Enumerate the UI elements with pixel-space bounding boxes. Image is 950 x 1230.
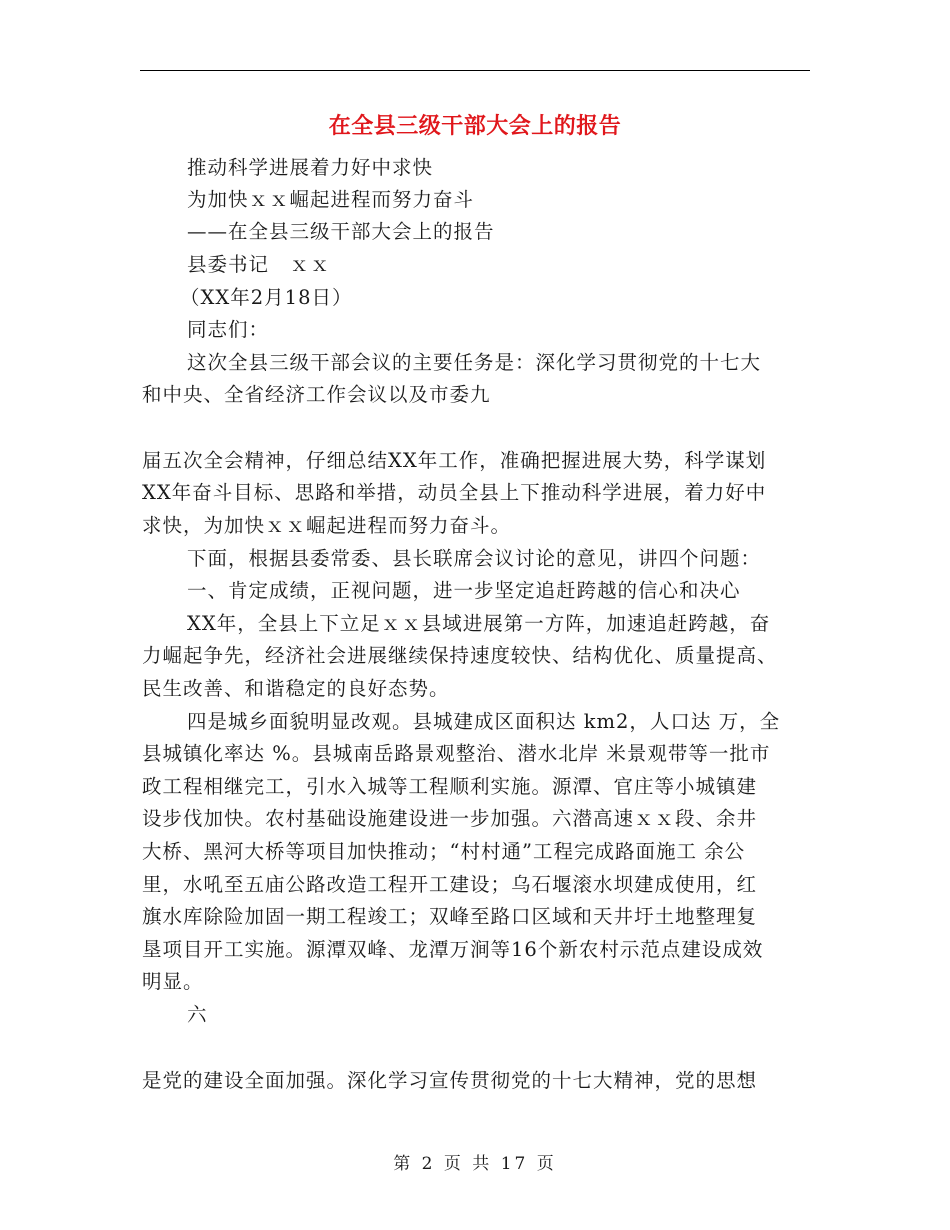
body-line: 力崛起争先，经济社会进展继续保持速度较快、结构优化、质量提高、	[142, 644, 778, 667]
salutation-line: 同志们：	[187, 318, 270, 341]
body-line: 六	[187, 1003, 208, 1026]
body-line: 大桥、黑河大桥等项目加快推动；“村村通”工程完成路面施工 余公	[142, 840, 746, 863]
body-line: 和中央、全省经济工作会议以及市委九	[142, 383, 491, 406]
body-line: 政工程相继完工，引水入城等工程顺利实施。源潭、官庄等小城镇建	[142, 775, 758, 798]
author-line: 县委书记 ｘｘ	[187, 253, 331, 276]
body-line: 明显。	[142, 970, 204, 993]
body-line: 届五次全会精神，仔细总结XX年工作，准确把握进展大势，科学谋划	[142, 449, 767, 472]
body-line: 四是城乡面貌明显改观。县城建成区面积达 km2，人口达 万，全	[187, 710, 781, 733]
body-line: 旗水库除险加固一期工程竣工；双峰至路口区域和天井圩土地整理复	[142, 905, 758, 928]
body-line: 设步伐加快。农村基础设施建设进一步加强。六潜高速ｘｘ段、余井	[142, 807, 758, 830]
body-line: 里，水吼至五庙公路改造工程开工建设；乌石堰滚水坝建成使用，红	[142, 873, 758, 896]
section-heading-1: 一、肯定成绩，正视问题，进一步坚定追赶跨越的信心和决心	[187, 579, 741, 602]
subtitle-line-1: 推动科学进展着力好中求快	[187, 156, 434, 179]
body-line: 是党的建设全面加强。深化学习宣传贯彻党的十七大精神，党的思想	[142, 1069, 758, 1092]
body-line: XX年，全县上下立足ｘｘ县域进展第一方阵，加速追赶跨越，奋	[187, 612, 771, 635]
header-rule	[140, 70, 810, 71]
document-title: 在全县三级干部大会上的报告	[328, 113, 622, 139]
body-line: 下面，根据县委常委、县长联席会议讨论的意见，讲四个问题：	[187, 547, 762, 570]
subtitle-line-2: 为加快ｘｘ崛起进程而努力奋斗	[187, 188, 475, 211]
body-line: XX年奋斗目标、思路和举措，动员全县上下推动科学进展，着力好中	[142, 481, 767, 504]
page-footer: 第 2 页 共 17 页	[393, 1154, 557, 1174]
date-line: （XX年2月18日）	[180, 286, 353, 309]
body-line: 县城镇化率达 %。县城南岳路景观整治、潜水北岸 米景观带等一批市	[142, 742, 771, 765]
subtitle-line-3: ——在全县三级干部大会上的报告	[187, 220, 495, 243]
body-line: 这次全县三级干部会议的主要任务是：深化学习贯彻党的十七大	[187, 351, 762, 374]
body-line: 民生改善、和谐稳定的良好态势。	[142, 677, 450, 700]
body-line: 求快，为加快ｘｘ崛起进程而努力奋斗。	[142, 514, 512, 537]
body-line: 垦项目开工实施。源潭双峰、龙潭万涧等16个新农村示范点建设成效	[142, 938, 764, 961]
